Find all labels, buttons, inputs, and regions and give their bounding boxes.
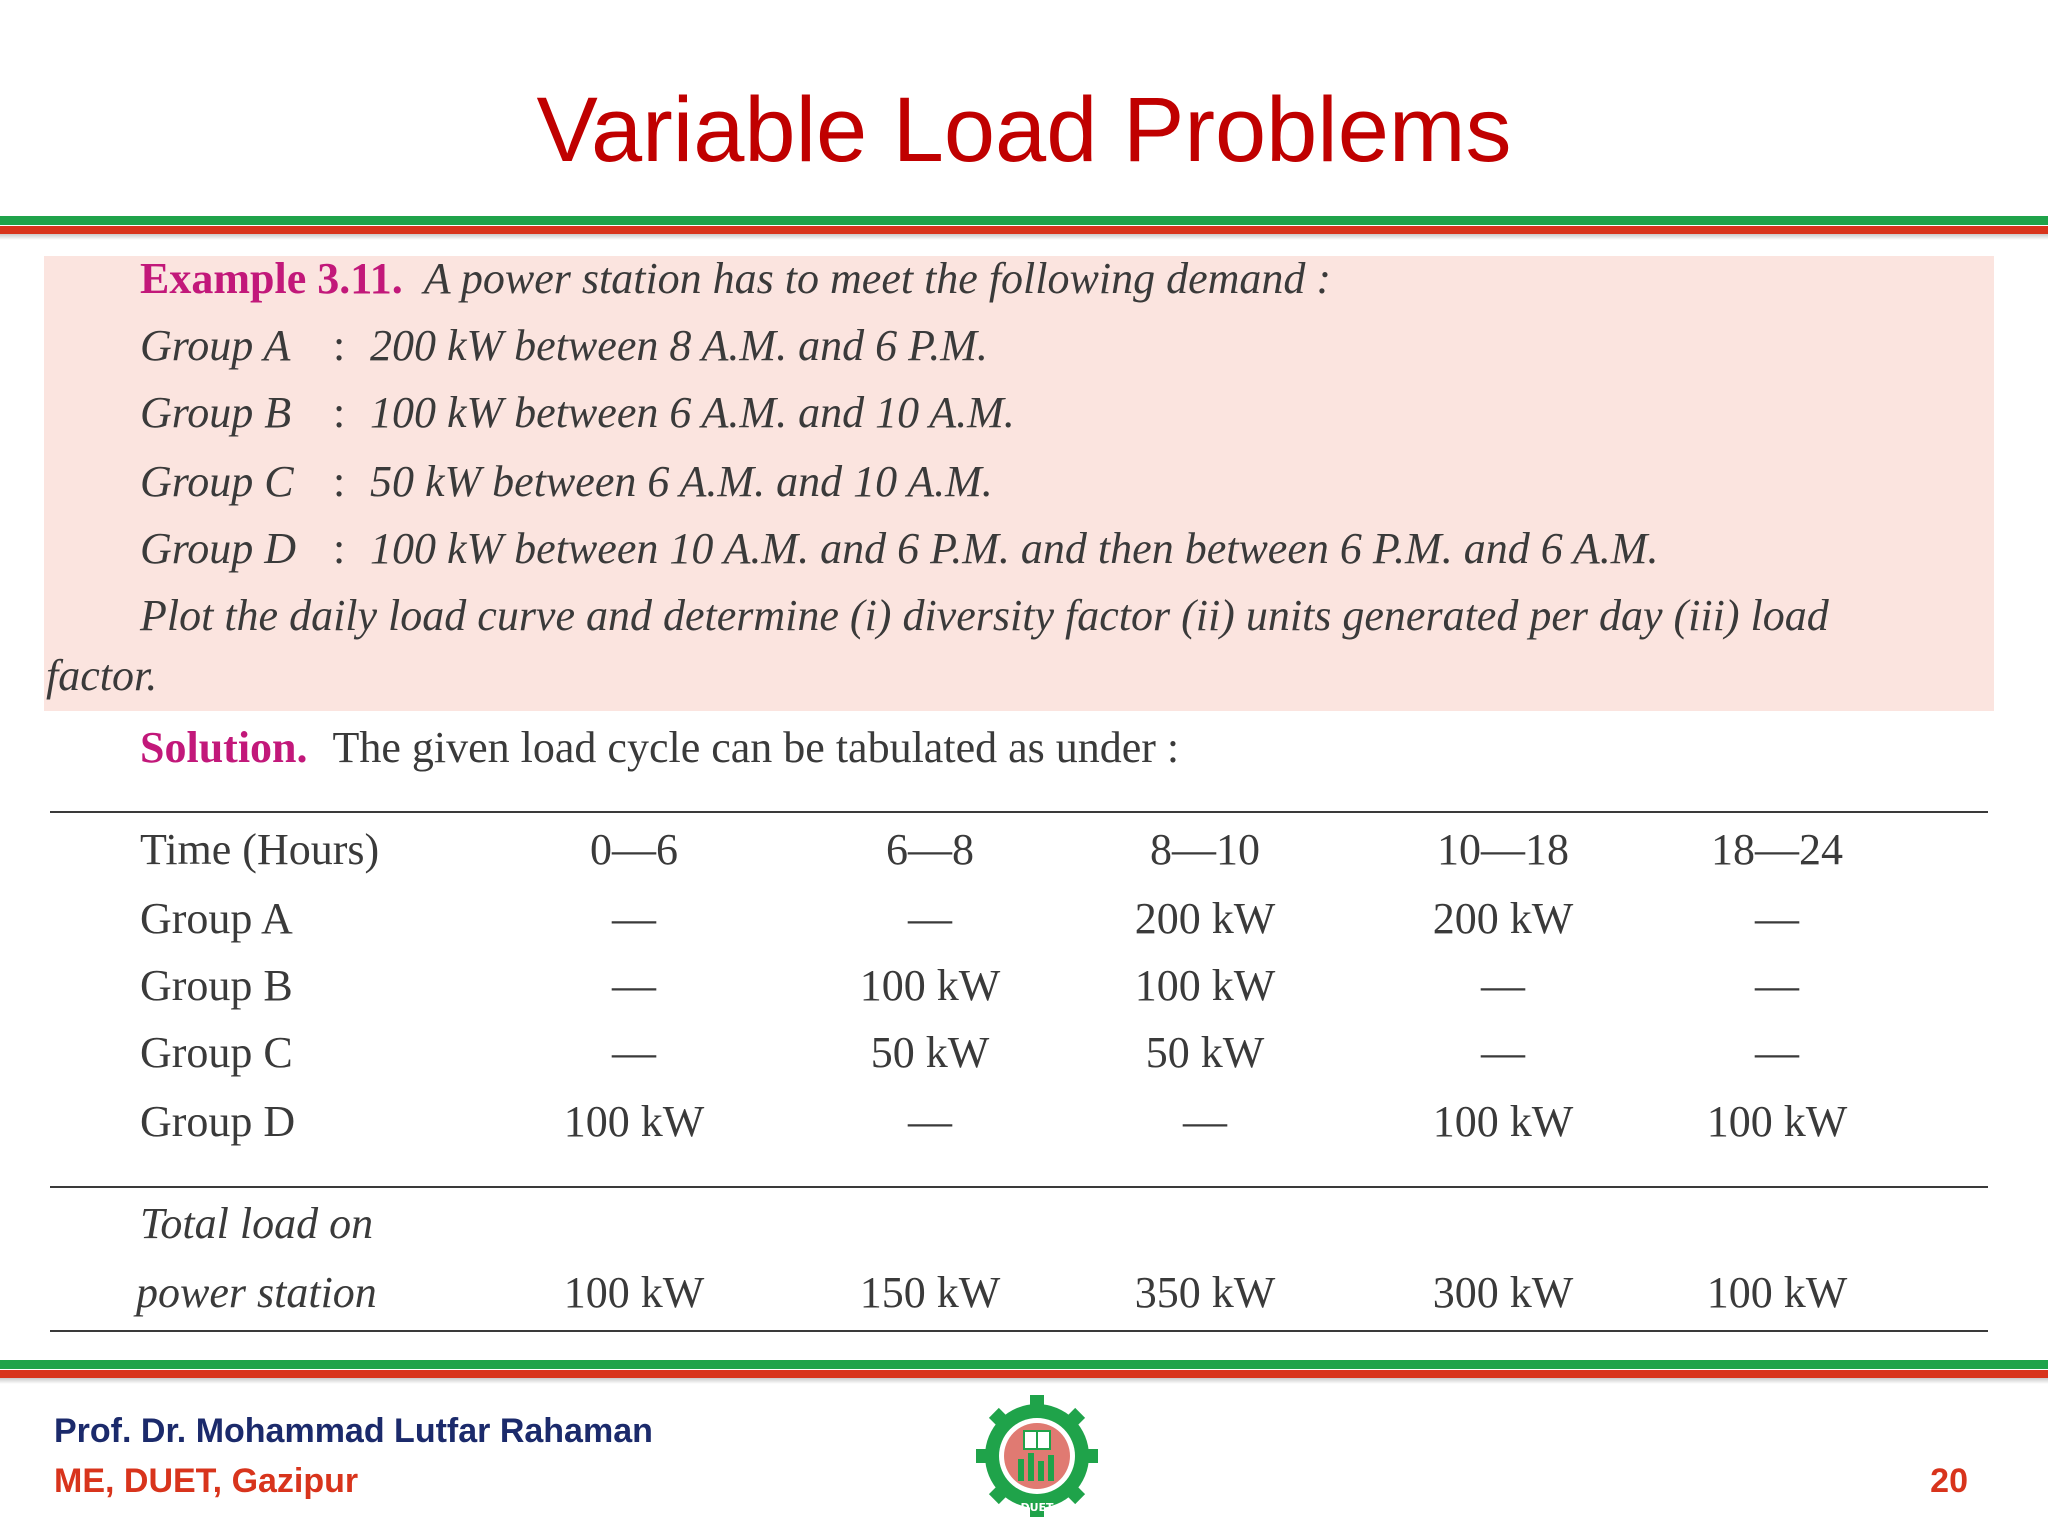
example-label: Example 3.11. — [140, 254, 403, 303]
group-d-desc: 100 kW between 10 A.M. and 6 P.M. and then between 6 P.M. and 6 A.M. — [370, 524, 1659, 573]
table-mid-rule — [50, 1186, 1988, 1188]
problem-task-line2: factor. — [46, 651, 158, 700]
table-cell: — — [612, 961, 656, 1010]
table-cell: 100 kW — [1706, 1097, 1848, 1146]
table-top-rule — [50, 811, 1988, 813]
group-d-colon: : — [333, 524, 346, 573]
table-cell: 50 kW — [1145, 1028, 1265, 1077]
problem-intro-line — [140, 251, 1331, 307]
group-b-colon: : — [333, 388, 346, 437]
group-c-name: Group C — [140, 457, 294, 506]
table-cell: — — [612, 1028, 656, 1077]
table-cell: — — [1481, 961, 1525, 1010]
table-cell: 100 kW — [563, 1268, 705, 1317]
table-header-col3: 8—10 — [1150, 825, 1260, 874]
table-cell: 300 kW — [1432, 1268, 1574, 1317]
table-cell: — — [1755, 1028, 1799, 1077]
slide-title: Variable Load Problems — [536, 79, 1512, 181]
solution-label: Solution. — [140, 723, 308, 772]
table-cell: — — [1755, 961, 1799, 1010]
group-c-desc: 50 kW between 6 A.M. and 10 A.M. — [370, 457, 993, 506]
table-cell: — — [612, 894, 656, 943]
university-logo-icon — [974, 1393, 1100, 1519]
group-b-desc: 100 kW between 6 A.M. and 10 A.M. — [370, 388, 1015, 437]
table-row-label: Group B — [140, 961, 293, 1010]
table-row-label: Group D — [140, 1097, 296, 1146]
table-header-time: Time (Hours) — [140, 825, 380, 874]
group-c-colon: : — [333, 457, 346, 506]
table-cell: 350 kW — [1134, 1268, 1276, 1317]
top-rule-shadow — [0, 234, 2048, 240]
top-rule-red — [0, 226, 2048, 234]
table-cell: 50 kW — [870, 1028, 990, 1077]
table-cell: — — [1755, 894, 1799, 943]
solution-text: The given load cycle can be tabulated as under : — [332, 723, 1180, 772]
top-rule-green — [0, 216, 2048, 225]
table-cell: 100 kW — [1134, 961, 1276, 1010]
bottom-rule-red — [0, 1370, 2048, 1378]
table-header-col2: 6—8 — [886, 825, 974, 874]
problem-task-line1: Plot the daily load curve and determine (i) diversity factor (ii) units generated per day (iii) load — [140, 591, 1829, 640]
bottom-rule-shadow — [0, 1378, 2048, 1384]
table-cell: 100 kW — [563, 1097, 705, 1146]
group-a-name: Group A — [140, 321, 291, 370]
table-row-label: Group C — [140, 1028, 293, 1077]
table-cell: 100 kW — [1706, 1268, 1848, 1317]
logo-text: DUET — [1020, 1501, 1054, 1514]
table-cell: — — [1481, 1028, 1525, 1077]
bottom-rule-green — [0, 1360, 2048, 1369]
table-cell: 100 kW — [859, 961, 1001, 1010]
footer-affiliation: ME, DUET, Gazipur — [54, 1462, 359, 1500]
table-cell: 150 kW — [859, 1268, 1001, 1317]
table-bottom-rule — [50, 1330, 1988, 1332]
table-header-col5: 18—24 — [1711, 825, 1843, 874]
problem-intro: A power station has to meet the following demand : — [423, 254, 1332, 303]
table-cell: 100 kW — [1432, 1097, 1574, 1146]
solution-line — [140, 720, 1179, 776]
table-header-col4: 10—18 — [1437, 825, 1569, 874]
group-a-desc: 200 kW between 8 A.M. and 6 P.M. — [370, 321, 988, 370]
table-cell: — — [1183, 1097, 1227, 1146]
table-cell: — — [908, 894, 952, 943]
table-cell: 200 kW — [1432, 894, 1574, 943]
page-number: 20 — [1930, 1462, 1968, 1500]
group-d-name: Group D — [140, 524, 297, 573]
table-row-label: Group A — [140, 894, 293, 943]
group-b-name: Group B — [140, 388, 292, 437]
group-a-colon: : — [333, 321, 346, 370]
table-cell: — — [908, 1097, 952, 1146]
table-header-col1: 0—6 — [590, 825, 678, 874]
footer-author: Prof. Dr. Mohammad Lutfar Rahaman — [54, 1412, 653, 1450]
table-cell: 200 kW — [1134, 894, 1276, 943]
total-label-line1: Total load on — [140, 1199, 374, 1248]
total-label-line2: power station — [136, 1268, 377, 1317]
